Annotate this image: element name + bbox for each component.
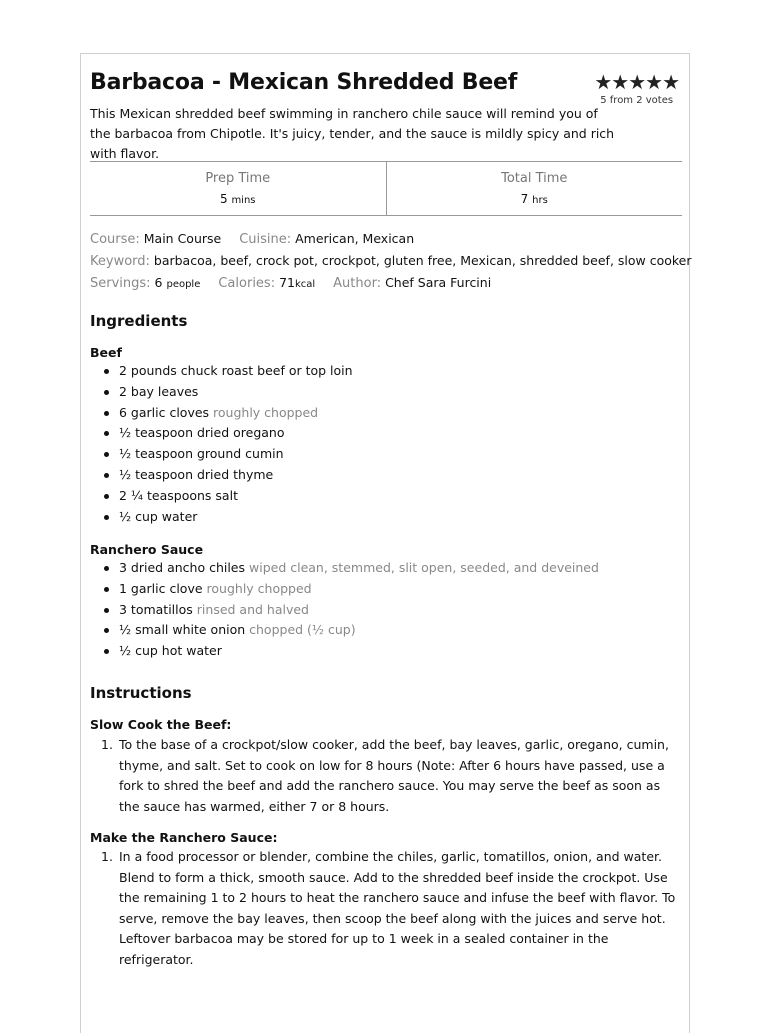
prep-time-unit: mins [231, 195, 256, 206]
cuisine-value: American, Mexican [295, 231, 415, 246]
instruction-group-title: Slow Cook the Beef: [90, 717, 232, 732]
ingredient-item: ½ small white onion chopped (½ cup) [90, 620, 599, 641]
recipe-title: Barbacoa - Mexican Shredded Beef [90, 70, 518, 95]
ingredient-item: ½ teaspoon dried thyme [90, 465, 353, 486]
servings-label: Servings: [90, 276, 151, 291]
total-time-label: Total Time [501, 171, 568, 186]
recipe-card [80, 53, 690, 1033]
ingredient-item: ½ teaspoon dried oregano [90, 423, 353, 444]
total-time-number: 7 [520, 192, 529, 206]
servings-value[interactable]: 6 [154, 275, 163, 290]
meta-row-servings [90, 272, 692, 295]
course-label: Course: [90, 232, 140, 247]
ingredient-note: rinsed and halved [196, 601, 309, 617]
ingredient-item: 2 bay leaves [90, 382, 353, 403]
ingredient-item: 2 ¼ teaspoons salt [90, 486, 353, 507]
ingredient-item: 2 pounds chuck roast beef or top loin [90, 361, 353, 382]
ingredient-group-title: Ranchero Sauce [90, 542, 204, 557]
ingredient-item: 3 dried ancho chiles wiped clean, stemmed, slit open, seeded, and deveined [90, 558, 599, 579]
prep-time [90, 162, 386, 215]
ingredient-group-title: Beef [90, 345, 122, 360]
prep-time-label: Prep Time [205, 171, 271, 186]
ingredient-item: 1 garlic clove roughly chopped [90, 579, 599, 600]
ingredient-item: 3 tomatillos rinsed and halved [90, 600, 599, 621]
author-label: Author: [333, 276, 382, 291]
ingredient-note: roughly chopped [213, 404, 319, 420]
author-value: Chef Sara Furcini [385, 275, 492, 290]
ingredient-item: ½ cup hot water [90, 641, 599, 662]
ingredients-heading: Ingredients [90, 312, 188, 330]
meta-row-keyword [90, 250, 692, 272]
recipe-meta [90, 228, 692, 295]
prep-time-value [90, 192, 386, 206]
instruction-step: 1. To the base of a crockpot/slow cooker, add the beef, bay leaves, garlic, oregano, cumin, thyme, and salt. Set to cook on low for 8 hours (Note: After 6 hours have passed, use a fork to shred the beef and add the ranchero sauce. You may serve the beef as soon as the sauce has warmed, either 7 or 8 hours. [101, 737, 669, 814]
calories-value: 71 [279, 275, 295, 290]
ingredient-item: ½ cup water [90, 507, 353, 528]
ingredient-list-ranchero [90, 558, 599, 662]
instructions-heading: Instructions [90, 684, 192, 702]
meta-row-course [90, 228, 692, 250]
instruction-step: 1. In a food processor or blender, combine the chiles, garlic, tomatillos, onion, and water. Blend to form a thick, smooth sauce. Add to the shredded beef inside the crockpot. Use the remaining 1 to 2 hours to heat the ranchero sauce and infuse the beef with flavor. To serve, remove the bay leaves, then scoop the beef along with the juices and serve hot. Leftover barbacoa may be stored for up to 1 week in a sealed container in the refrigerator. [101, 849, 676, 967]
instruction-group-title: Make the Ranchero Sauce: [90, 830, 278, 845]
recipe-summary: This Mexican shredded beef swimming in ranchero chile sauce will remind you of the barbacoa from Chipotle. It's juicy, tender, and the sauce is mildly spicy and rich with flavor. [90, 106, 615, 161]
total-time [386, 162, 683, 215]
course-value: Main Course [143, 231, 222, 246]
ingredient-note: chopped (½ cup) [249, 622, 356, 638]
servings-unit: people [166, 279, 201, 290]
ingredient-list-beef [90, 361, 353, 527]
ingredient-item: 6 garlic cloves roughly chopped [90, 403, 353, 424]
instruction-list-beef [90, 735, 682, 817]
star-rating-icon[interactable]: ★★★★★ [594, 70, 679, 94]
calories-label: Calories: [218, 276, 276, 291]
rating-votes: 5 from 2 votes [600, 95, 674, 106]
ingredient-item: ½ teaspoon ground cumin [90, 444, 353, 465]
recipe-times [90, 161, 682, 216]
ingredient-note: roughly chopped [206, 580, 312, 596]
keyword-value: barbacoa, beef, crock pot, crockpot, gluten free, Mexican, shredded beef, slow cooker [153, 253, 692, 268]
recipe-rating[interactable] [594, 72, 679, 106]
ingredient-note: wiped clean, stemmed, slit open, seeded, and deveined [249, 560, 599, 575]
cuisine-label: Cuisine: [239, 232, 292, 247]
prep-time-number: 5 [219, 192, 228, 206]
instruction-list-ranchero [90, 847, 682, 970]
keyword-label: Keyword: [90, 254, 150, 269]
total-time-unit: hrs [532, 195, 548, 206]
calories-unit: kcal [294, 279, 316, 290]
total-time-value [387, 192, 683, 206]
